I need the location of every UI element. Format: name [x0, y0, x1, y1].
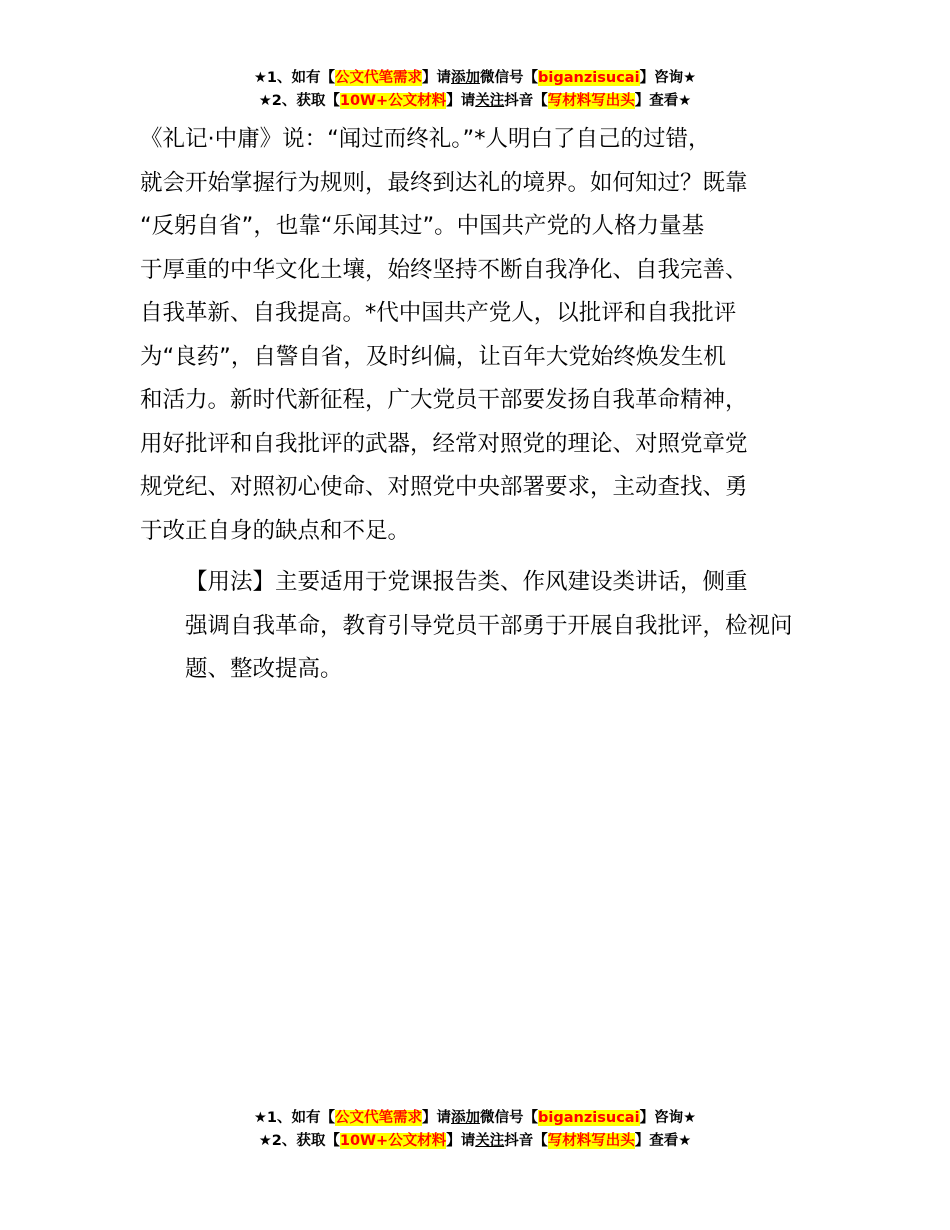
underlined-text: 关注: [475, 1133, 505, 1149]
text-line: 于改正自身的缺点和不足。: [140, 517, 411, 544]
banner-line-1: [0, 1107, 950, 1130]
banner-text: 抖音【: [504, 1133, 548, 1149]
document-body: [140, 118, 815, 692]
banner-text: 】请: [422, 1110, 452, 1126]
text-line: 题、整改提高。: [185, 656, 343, 682]
text-line: 为“良药”，自警自省，及时纠偏，让百年大党始终焕发生机: [140, 343, 726, 370]
banner-line-2: [0, 1130, 950, 1153]
banner-text: 】查看★: [634, 93, 692, 109]
highlighted-text: 公文代笔需求: [335, 70, 423, 86]
underlined-text: 添加: [451, 1110, 481, 1126]
text-line: 【用法】主要适用于党课报告类、作风建设类讲话，侧重: [185, 569, 748, 595]
text-line: 自我革新、自我提高。*代中国共产党人，以批评和自我批评: [140, 300, 737, 326]
banner-text: ★2、获取【: [258, 93, 340, 109]
banner-line-2: [0, 90, 950, 113]
highlighted-text: 10W+公文材料: [339, 1133, 447, 1149]
highlighted-text: 公文代笔需求: [335, 1110, 423, 1126]
text-line: 规党纪、对照初心使命、对照党中央部署要求，主动查找、勇: [140, 474, 748, 500]
paragraph-quote: [140, 118, 815, 553]
text-line: 就会开始掌握行为规则，最终到达礼的境界。如何知过？既靠: [140, 169, 748, 196]
text-line: “反躬自省”，也靠“乐闻其过”。中国共产党的人格力量基: [140, 213, 705, 239]
text-line: 用好批评和自我批评的武器，经常对照党的理论、对照党章党: [140, 430, 748, 457]
highlighted-text: biganzisucai: [538, 70, 640, 86]
banner-text: 微信号【: [480, 70, 539, 86]
highlighted-text: 写材料写出头: [547, 1133, 635, 1149]
banner-line-1: [0, 67, 950, 90]
banner-text: ★2、获取【: [258, 1133, 340, 1149]
banner-text: 】请: [446, 93, 476, 109]
text-line: 和活力。新时代新征程，广大党员干部要发扬自我革命精神，: [140, 387, 748, 413]
banner-text: 】咨询★: [639, 70, 697, 86]
text-line: 强调自我革命，教育引导党员干部勇于开展自我批评，检视问: [185, 612, 793, 639]
banner-text: 】请: [422, 70, 452, 86]
paragraph-usage: [140, 561, 815, 692]
banner-text: 微信号【: [480, 1110, 539, 1126]
underlined-text: 关注: [475, 93, 505, 109]
highlighted-text: 写材料写出头: [547, 93, 635, 109]
banner-text: 抖音【: [504, 93, 548, 109]
header-banner: [0, 67, 950, 113]
text-line: 《礼记·中庸》说：“闻过而终礼。”*人明白了自己的过错，: [140, 126, 711, 152]
banner-text: 】请: [446, 1133, 476, 1149]
banner-text: 】查看★: [634, 1133, 692, 1149]
underlined-text: 添加: [451, 70, 481, 86]
banner-text: ★1、如有【: [253, 1110, 336, 1126]
banner-text: 】咨询★: [639, 1110, 697, 1126]
text-line: 于厚重的中华文化土壤，始终坚持不断自我净化、自我完善、: [140, 256, 748, 283]
highlighted-text: biganzisucai: [538, 1110, 640, 1126]
footer-banner: [0, 1107, 950, 1153]
highlighted-text: 10W+公文材料: [339, 93, 447, 109]
banner-text: ★1、如有【: [253, 70, 336, 86]
